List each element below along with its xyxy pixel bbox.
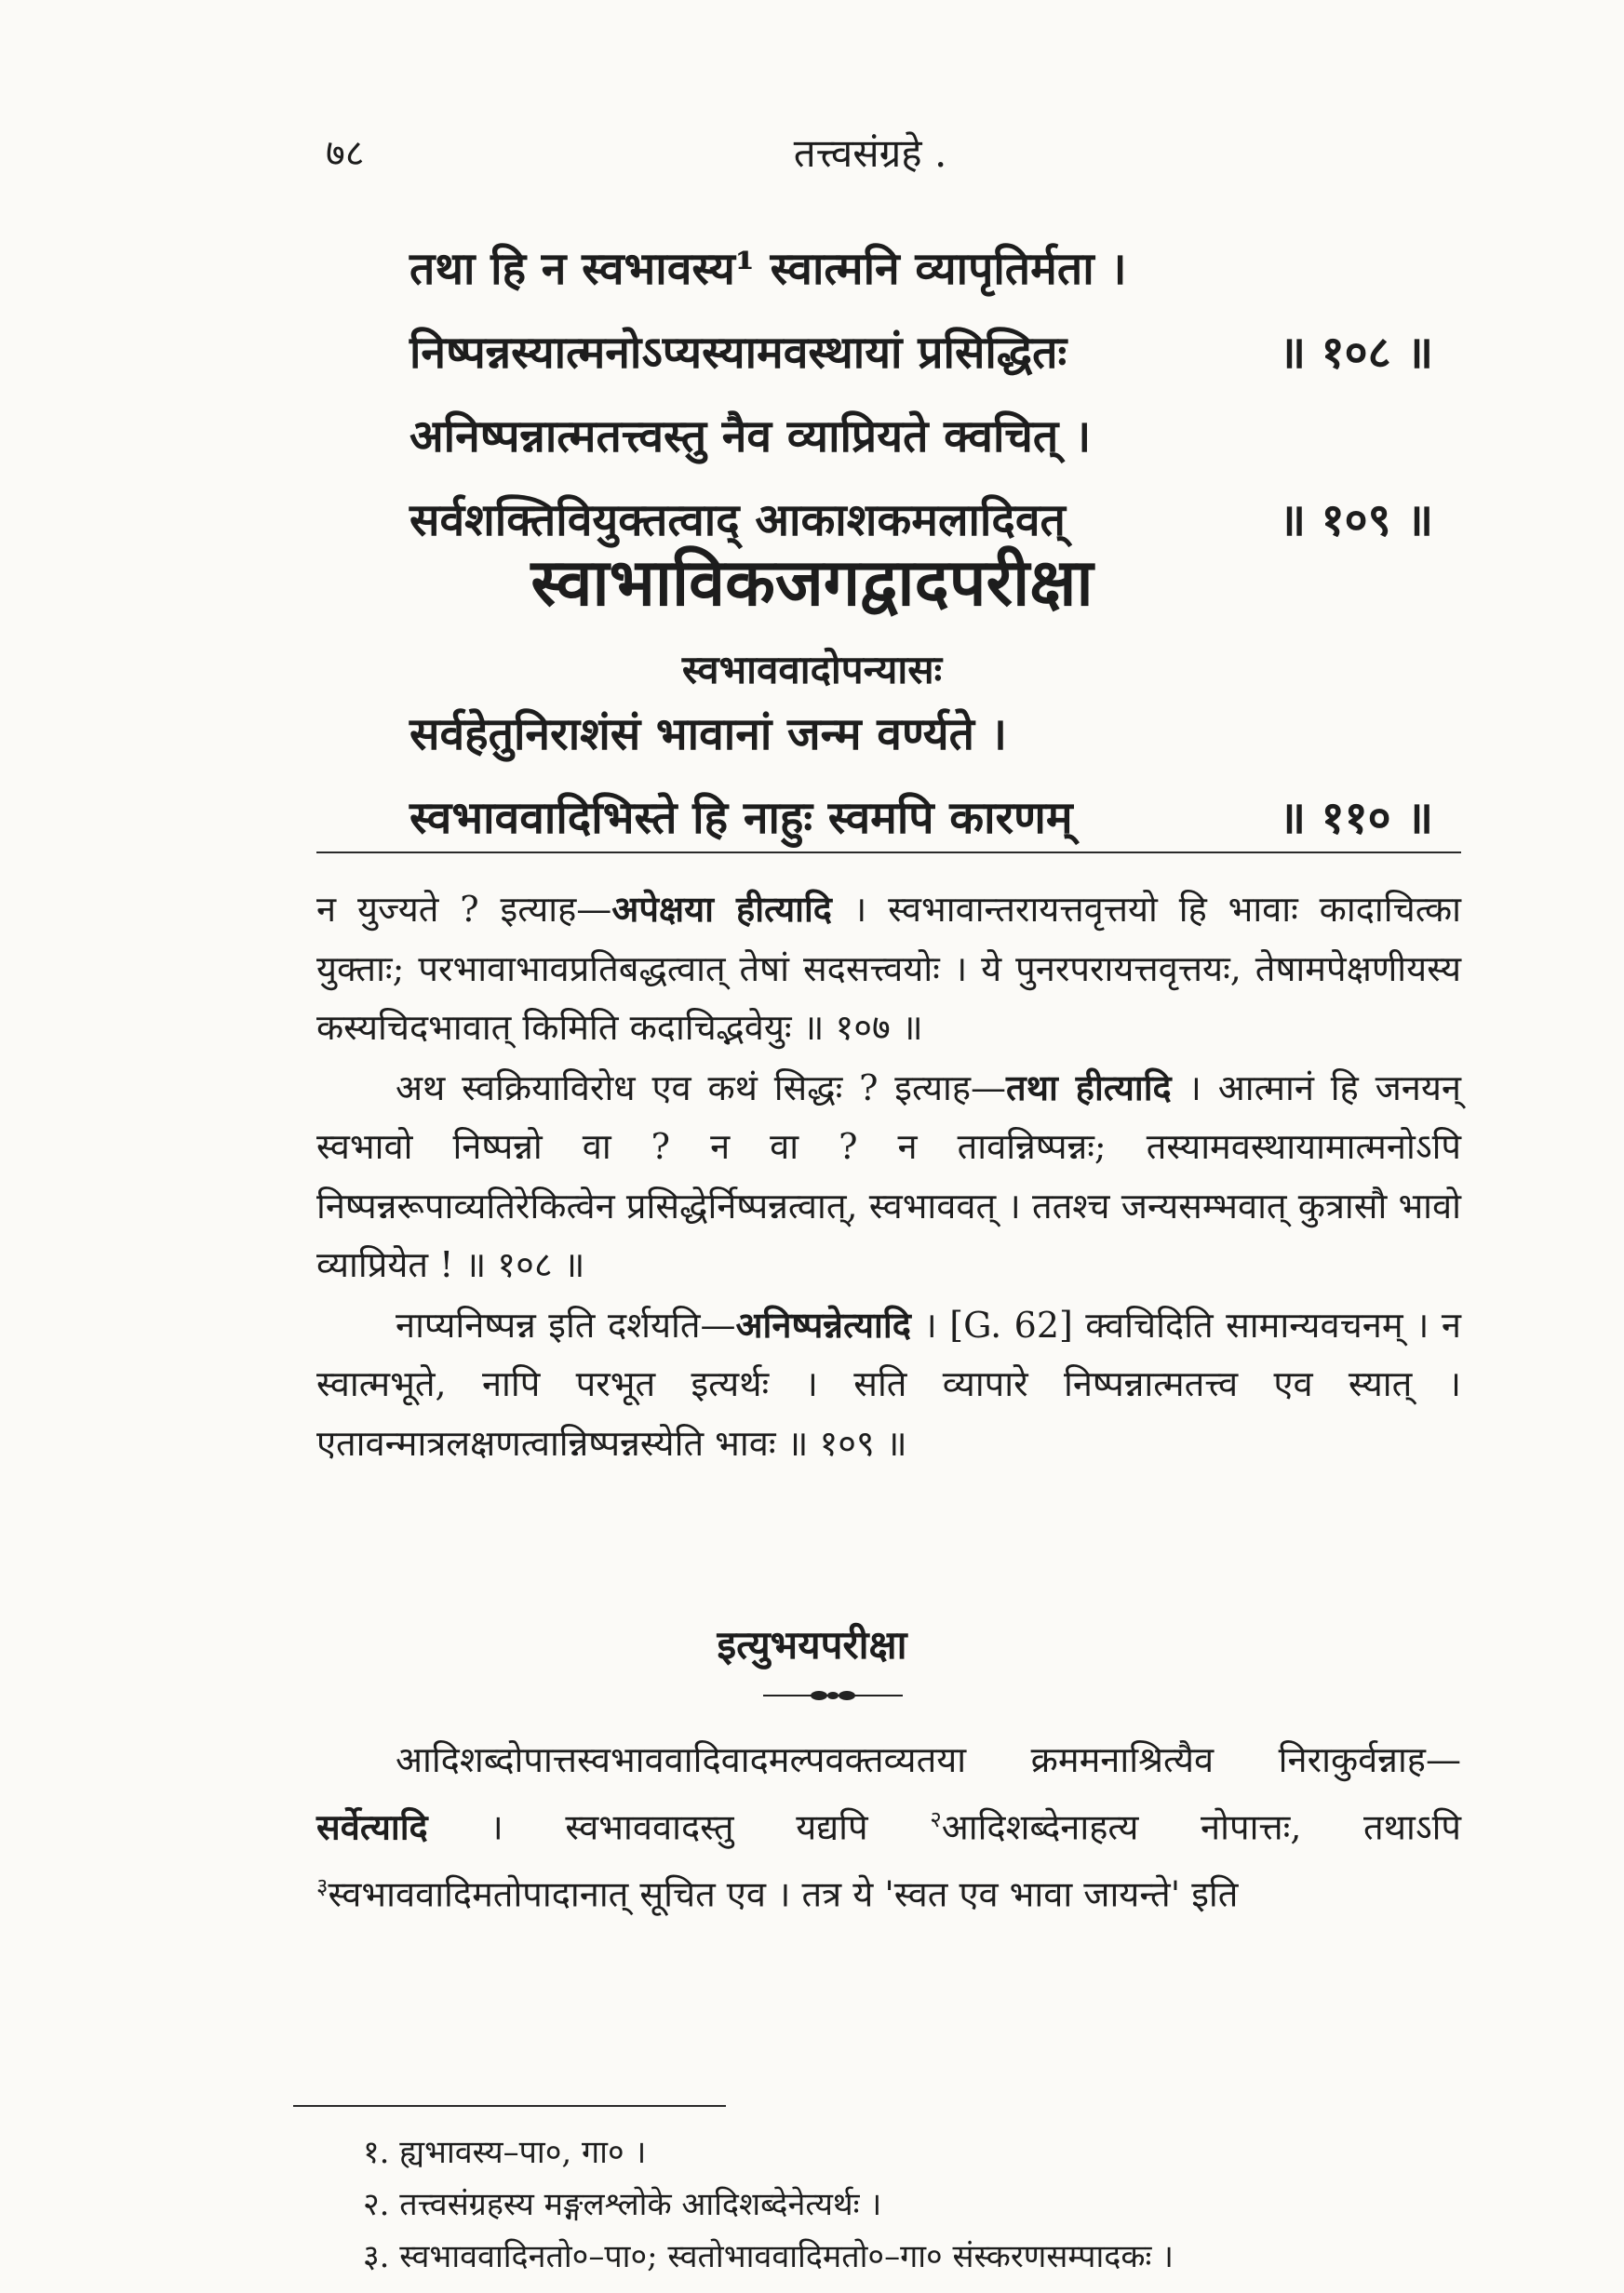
footnote-marker: ३ (316, 1872, 329, 1899)
commentary-text: । आत्मानं हि जनयन् स्वभावो निष्पन्नो वा ? न वा ? न तावन्निष्पन्नः; तस्यामवस्थायामात्मनोऽपि निष्पन्नरूपाव्यतिरेकित्वेन प्रसिद्धेर्निष्पन्नत्वात्, स्वभाववत् । ततश्च जन्यसम्भवात् कुत्रासौ भावो व्याप्रियेत ! ॥ १०८ ॥ (316, 1066, 1461, 1285)
commentary-paragraph (316, 1295, 1461, 1474)
verses-top (409, 237, 1433, 572)
commentary-text: । स्वभाववादस्तु यद्यपि (427, 1806, 931, 1848)
sub-heading: स्वभाववादोपन्यासः (681, 647, 943, 692)
verse-text: निष्पन्नस्यात्मनोऽप्यस्यामवस्थायां प्रसिद्धितः (409, 327, 1067, 379)
verse-line (409, 786, 1433, 870)
pratika: तथा हीत्यादि (1006, 1066, 1172, 1108)
section-title: स्वाभाविकजगद्वादपरीक्षा (530, 543, 1094, 621)
commentary-block (316, 879, 1461, 1473)
page-header (326, 126, 1415, 181)
footnote: १. ह्यभावस्य–पा०, गा० । (363, 2134, 647, 2171)
verse-text: अनिष्पन्नात्मतत्त्वस्तु नैव व्याप्रियते क्वचित् । (409, 410, 1092, 463)
verse-line (409, 237, 1433, 321)
verse-text: सर्वशक्तिवियुक्तत्वाद् आकाशकमलादिवत् (409, 494, 1066, 546)
verse-number: ॥ ११० ॥ (1279, 792, 1433, 844)
verse-line (409, 405, 1433, 489)
divider-rule (316, 851, 1461, 853)
commentary-text: । [G. 62] क्वचिदिति सामान्यवचनम् । न स्वात्मभूते, नापि परभूत इत्यर्थः । सति व्यापारे निष्पन्नात्मतत्त्व एव स्यात् । एतावन्मात्रलक्षणत्वान्निष्पन्नस्येति भावः ॥ १०९ ॥ (316, 1304, 1461, 1464)
footnotes (363, 2126, 1443, 2283)
end-heading: इत्युभयपरीक्षा (717, 1622, 907, 1668)
commentary-text: स्वभाववादिमतोपादानात् सूचित एव । तत्र ये 'स्वत एव भावा जायन्ते' इति (328, 1873, 1239, 1915)
footnote: ३. स्वभाववादिनतो०–पा०; स्वतोभाववादिमतो०–गा० संस्करणसम्पादकः । (363, 2238, 1174, 2275)
verse-text: तथा हि न स्वभावस्य¹ स्वात्मनि व्यापृतिर्मता । (409, 243, 1127, 295)
commentary-text: नाप्यनिष्पन्न इति दर्शयति— (396, 1304, 736, 1346)
commentary-text: । स्वभावान्तरायत्तवृत्तयो हि भावाः कादाचित्का युक्ताः; परभावाभावप्रतिबद्धत्वात् तेषां सदसत्त्वयोः । ये पुनरपरायत्तवृत्तयः, तेषामपेक्षणीयस्य कस्यचिदभावात् किमिति कदाचिद्भवेयुः ॥ १०७ ॥ (316, 889, 1461, 1048)
footnote-marker: २ (930, 1805, 942, 1832)
verse-line (409, 703, 1433, 786)
verse-text: स्वभाववादिभिस्ते हि नाहुः स्वमपि कारणम् (409, 792, 1073, 844)
pratika: अपेक्षया हीत्यादि (611, 888, 832, 930)
pratika: अनिष्पन्नेत्यादि (735, 1303, 911, 1346)
commentary-text: अथ स्वक्रियाविरोध एव कथं सिद्धः ? इत्याह— (396, 1066, 1007, 1108)
verse-number: ॥ १०८ ॥ (1279, 327, 1433, 379)
commentary-paragraph (316, 879, 1461, 1058)
ornament-divider (763, 1689, 903, 1702)
verse-text: सर्वहेतुनिराशंसं भावानां जन्म वर्ण्यते । (409, 708, 1007, 760)
commentary-paragraph (316, 1058, 1461, 1295)
commentary-block-2 (316, 1731, 1461, 1924)
footnote-rule (293, 2105, 726, 2107)
footnote: २. तत्त्वसंग्रहस्य मङ्गलश्लोके आदिशब्देनेत्यर्थः । (363, 2186, 882, 2223)
running-title: तत्त्वसंग्रहे . (793, 130, 947, 176)
commentary-text: आदिशब्दोपात्तस्वभाववादिवादमल्पवक्तव्यतया क्रममनाश्रित्यैव निराकुर्वन्नाह— (396, 1739, 1461, 1780)
commentary-paragraph (316, 1731, 1461, 1924)
verse-line (409, 321, 1433, 405)
verses-section (409, 703, 1433, 870)
page-number: ७८ (326, 132, 365, 175)
pratika: सर्वेत्यादि (316, 1805, 428, 1848)
verse-number: ॥ १०९ ॥ (1279, 494, 1433, 546)
commentary-text: आदिशब्देनाहत्य नोपात्तः, तथाऽपि (941, 1806, 1462, 1848)
commentary-text: न युज्यते ? इत्याह— (316, 889, 612, 930)
